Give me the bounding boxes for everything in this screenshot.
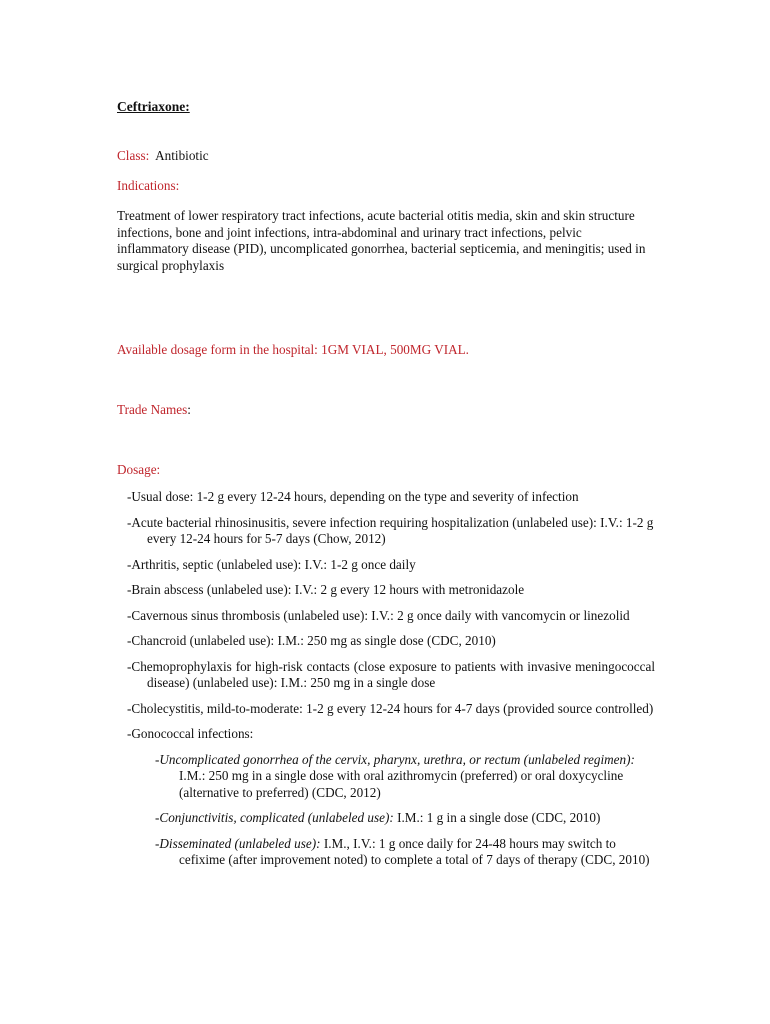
- gonococcal-sublist: [155, 752, 651, 869]
- available-label: Available dosage form in the hospital:: [117, 342, 318, 357]
- trade-names-colon: :: [187, 402, 191, 417]
- gonococcal-item: [155, 836, 651, 869]
- dosage-list: [127, 489, 655, 878]
- indications-label: Indications:: [117, 178, 180, 193]
- gonococcal-item: [155, 810, 651, 827]
- trade-names-label: Trade Names: [117, 402, 188, 417]
- available-value: 1GM VIAL, 500MG VIAL.: [321, 342, 469, 357]
- trade-names: [117, 402, 191, 419]
- gonococcal-item-text: I.M., I.V.: 1 g once daily for 24-48 hours may switch to cefixime (after improvement noted) to complete a total of 7 days of therapy (CDC, 2010): [179, 835, 650, 867]
- dosage-label: Dosage:: [117, 462, 161, 477]
- gonococcal-item-heading: -Conjunctivitis, complicated (unlabeled use):: [155, 810, 394, 825]
- gonococcal-item-text: I.M.: 250 mg in a single dose with oral azithromycin (preferred) or oral doxycycline (alternative to preferred) (CDC, 2012): [179, 768, 624, 800]
- dosage-item: -Arthritis, septic (unlabeled use): I.V.: 1-2 g once daily: [127, 556, 416, 572]
- gonococcal-item-heading: -Disseminated (unlabeled use):: [155, 835, 321, 851]
- dosage-item: -Cavernous sinus thrombosis (unlabeled use): I.V.: 2 g once daily with vancomycin or linezolid: [127, 607, 630, 623]
- dosage-item: -Brain abscess (unlabeled use): I.V.: 2 g every 12 hours with metronidazole: [127, 582, 525, 597]
- drug-title: Ceftriaxone:: [117, 99, 190, 114]
- available-dosage-form: [117, 342, 469, 359]
- indications-text: Treatment of lower respiratory tract infections, acute bacterial otitis media, skin and skin structure infections, bone and joint infections, intra-abdominal and urinary tract infections, pelvic inflammatory disease (PID), uncomplicated gonorrhea, bacterial septicemia, and meningitis; used in surgical prophylaxis: [117, 208, 646, 273]
- gonococcal-item-heading: -Uncomplicated gonorrhea of the cervix, pharynx, urethra, or rectum (unlabeled regimen):: [155, 751, 635, 767]
- dosage-item: -Chemoprophylaxis for high-risk contacts (close exposure to patients with invasive meningococcal disease) (unlabeled use): I.M.: 250 mg in a single dose: [127, 658, 655, 690]
- gonococcal-item: [155, 752, 651, 802]
- dosage-item: -Chancroid (unlabeled use): I.M.: 250 mg as single dose (CDC, 2010): [127, 633, 496, 648]
- dosage-item: -Usual dose: 1-2 g every 12-24 hours, depending on the type and severity of infection: [127, 489, 579, 504]
- dosage-item: -Cholecystitis, mild-to-moderate: 1-2 g every 12-24 hours for 4-7 days (provided source controlled): [127, 700, 654, 716]
- class-line: [117, 148, 209, 165]
- gonococcal-item-text: I.M.: 1 g in a single dose (CDC, 2010): [393, 810, 601, 825]
- class-value: Antibiotic: [155, 148, 209, 163]
- dosage-item-gonococcal: -Gonococcal infections:: [127, 726, 254, 741]
- dosage-item: -Acute bacterial rhinosinusitis, severe infection requiring hospitalization (unlabeled use): I.V.: 1-2 g every 12-24 hours for 5-7 days (Chow, 2012): [127, 514, 654, 546]
- class-label: Class:: [117, 148, 150, 163]
